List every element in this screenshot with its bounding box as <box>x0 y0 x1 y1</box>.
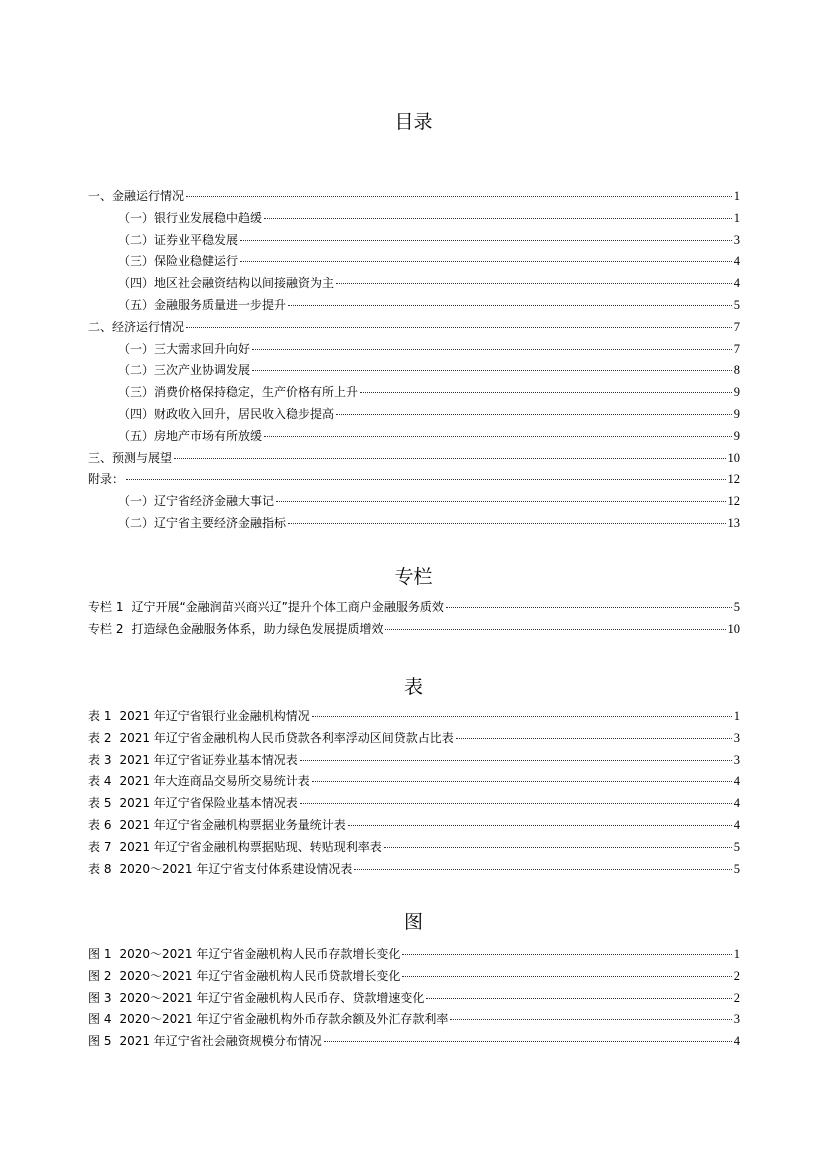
figures-entry-label: 2020～2021 年辽宁省金融机构人民币贷款增长变化 <box>119 968 401 983</box>
dot-leader <box>426 997 731 999</box>
dot-leader <box>384 846 732 848</box>
figures-entry-label: 2020～2021 年辽宁省金融机构人民币存、贷款增速变化 <box>119 990 425 1005</box>
toc-entry-label: （五）房地产市场有所放缓 <box>118 428 263 443</box>
columns-entry[interactable] <box>88 597 740 619</box>
tables-entry[interactable] <box>88 859 740 881</box>
tables-entry-number: 表 8 <box>88 861 112 876</box>
columns-entry-page-number: 10 <box>727 621 740 636</box>
tables-entry-number: 表 6 <box>88 817 112 832</box>
toc-entry[interactable] <box>88 491 740 513</box>
toc-entry[interactable] <box>88 426 740 448</box>
dot-leader <box>402 953 731 955</box>
toc-entry-label: 三、预测与展望 <box>88 450 173 465</box>
toc-entry-label: （五）金融服务质量进一步提升 <box>118 297 287 312</box>
dot-leader <box>252 369 732 371</box>
figures-entry-label: 2021 年辽宁省社会融资规模分布情况 <box>119 1034 322 1049</box>
tables-entry-label: 2021 年辽宁省证券业基本情况表 <box>119 752 298 767</box>
toc-entry-page-number: 9 <box>733 428 740 443</box>
dot-leader <box>456 737 732 739</box>
toc-title: 目录 <box>394 111 433 133</box>
figures-entry-page-number: 2 <box>733 968 740 983</box>
dot-leader <box>402 975 731 977</box>
figures-entry-label: 2020～2021 年辽宁省金融机构人民币存款增长变化 <box>119 947 401 961</box>
figures-entry-number: 图 3 <box>88 990 112 1005</box>
figures-entry-page-number: 1 <box>733 947 740 961</box>
tables-entry-label: 2021 年辽宁省金融机构票据贴现、转贴现利率表 <box>119 839 382 854</box>
toc-entry[interactable] <box>88 339 740 361</box>
tables-entry[interactable] <box>88 771 740 793</box>
tables-entry-number: 表 2 <box>88 730 112 745</box>
dot-leader <box>126 478 725 480</box>
tables-entry-label: 2021 年辽宁省银行业金融机构情况 <box>119 709 310 723</box>
tables-entry-number: 表 3 <box>88 752 112 767</box>
toc-entry[interactable] <box>88 382 740 404</box>
columns-entry-number: 专栏 2 <box>88 621 124 636</box>
toc-entry-page-number: 3 <box>733 232 740 247</box>
toc-entry-label: （四）财政收入回升，居民收入稳步提高 <box>118 406 335 421</box>
dot-leader <box>264 435 732 437</box>
figures-entry-number: 图 5 <box>88 1034 112 1049</box>
toc-entry-label: （二）辽宁省主要经济金融指标 <box>118 515 287 530</box>
dot-leader <box>450 1018 731 1020</box>
dot-leader <box>186 195 732 197</box>
dot-leader <box>348 824 732 826</box>
tables-entry[interactable] <box>88 750 740 772</box>
dot-leader <box>324 1040 732 1042</box>
tables-entry[interactable] <box>88 728 740 750</box>
tables-entry[interactable] <box>88 815 740 837</box>
tables-entry-label: 2021 年辽宁省保险业基本情况表 <box>119 796 298 811</box>
figures-entry-number: 图 1 <box>88 947 112 961</box>
figures-entry-page-number: 3 <box>733 1012 740 1027</box>
dot-leader <box>385 628 725 630</box>
toc-entry[interactable] <box>88 513 740 535</box>
tables-entry-page-number: 5 <box>733 861 740 876</box>
figures-entry-number: 图 2 <box>88 968 112 983</box>
figures-list <box>88 944 740 1053</box>
tables-entry[interactable] <box>88 706 740 728</box>
dot-leader <box>354 868 731 870</box>
dot-leader <box>446 606 732 608</box>
tables-entry-page-number: 4 <box>733 817 740 832</box>
dot-leader <box>276 500 725 502</box>
dot-leader <box>300 802 732 804</box>
toc-entry-page-number: 12 <box>727 494 740 509</box>
figures-entry-page-number: 4 <box>733 1034 740 1049</box>
tables-entry-label: 2021 年辽宁省金融机构人民币贷款各利率浮动区间贷款占比表 <box>119 730 454 745</box>
figures-entry-label: 2020～2021 年辽宁省金融机构外币存款余额及外汇存款利率 <box>119 1012 449 1027</box>
columns-entry-number: 专栏 1 <box>88 600 124 614</box>
figures-entry-number: 图 4 <box>88 1012 112 1027</box>
tables-entry-page-number: 3 <box>733 730 740 745</box>
toc-entry-label: （三）保险业稳健运行 <box>118 254 239 269</box>
toc-entry[interactable] <box>88 360 740 382</box>
toc-entry[interactable] <box>88 208 740 230</box>
toc-entry[interactable] <box>88 295 740 317</box>
tables-entry-number: 表 4 <box>88 774 112 789</box>
tables-entry[interactable] <box>88 793 740 815</box>
columns-entry-label: 辽宁开展“金融润苗兴商兴辽”提升个体工商户金融服务质效 <box>131 600 444 614</box>
toc-entry-label: （一）银行业发展稳中趋缓 <box>118 210 263 225</box>
dot-leader <box>360 391 732 393</box>
columns-entry[interactable] <box>88 619 740 641</box>
figures-entry[interactable] <box>88 944 740 966</box>
tables-entry-page-number: 4 <box>733 774 740 789</box>
tables-entry-label: 2020～2021 年辽宁省支付体系建设情况表 <box>119 861 353 876</box>
toc-entry[interactable] <box>88 469 740 491</box>
dot-leader <box>336 413 732 415</box>
tables-entry-label: 2021 年大连商品交易所交易统计表 <box>119 774 310 789</box>
figures-entry[interactable] <box>88 966 740 988</box>
dot-leader <box>300 759 732 761</box>
tables-entry-label: 2021 年辽宁省金融机构票据业务量统计表 <box>119 817 346 832</box>
dot-leader <box>240 239 732 241</box>
toc-entry[interactable] <box>88 448 740 470</box>
toc-entry-label: 二、经济运行情况 <box>88 319 185 334</box>
toc-entry[interactable] <box>88 404 740 426</box>
toc-entry-page-number: 4 <box>733 254 740 269</box>
dot-leader <box>288 304 732 306</box>
toc-entry[interactable] <box>88 230 740 252</box>
toc-entry-page-number: 1 <box>733 189 740 203</box>
tables-entry-number: 表 5 <box>88 796 112 811</box>
figures-title: 图 <box>403 911 423 933</box>
toc-entry[interactable] <box>88 317 740 339</box>
dot-leader <box>336 282 732 284</box>
toc-entry-label: 一、金融运行情况 <box>88 189 185 203</box>
toc-entry-page-number: 10 <box>727 450 740 465</box>
toc-entry[interactable] <box>88 251 740 273</box>
toc-entry-label: （二）证券业平稳发展 <box>118 232 239 247</box>
toc-entry-page-number: 4 <box>733 276 740 291</box>
tables-entry[interactable] <box>88 837 740 859</box>
toc-entry-page-number: 7 <box>733 319 740 334</box>
toc-entry-label: （二）三次产业协调发展 <box>118 363 251 378</box>
dot-leader <box>312 780 732 782</box>
columns-title: 专栏 <box>394 566 433 588</box>
toc-entry-label: （一）三大需求回升向好 <box>118 341 251 356</box>
dot-leader <box>174 457 725 459</box>
figures-entry[interactable] <box>88 988 740 1010</box>
tables-entry-page-number: 3 <box>733 752 740 767</box>
columns-list <box>88 597 740 641</box>
dot-leader <box>288 522 725 524</box>
toc-entry-page-number: 7 <box>733 341 740 356</box>
toc-entry-page-number: 1 <box>733 210 740 225</box>
tables-entry-page-number: 5 <box>733 839 740 854</box>
tables-list <box>88 706 740 880</box>
figures-entry[interactable] <box>88 1009 740 1031</box>
tables-title: 表 <box>403 676 423 698</box>
toc-list <box>88 186 740 535</box>
columns-entry-page-number: 5 <box>733 600 740 614</box>
toc-entry-page-number: 13 <box>727 515 740 530</box>
toc-entry-page-number: 9 <box>733 406 740 421</box>
toc-entry-page-number: 8 <box>733 363 740 378</box>
tables-entry-page-number: 1 <box>733 709 740 723</box>
toc-entry-page-number: 5 <box>733 297 740 312</box>
columns-entry-label: 打造绿色金融服务体系，助力绿色发展提质增效 <box>131 621 384 636</box>
toc-entry-label: 附录： <box>88 472 125 487</box>
tables-entry-number: 表 1 <box>88 709 112 723</box>
tables-entry-number: 表 7 <box>88 839 112 854</box>
figures-entry[interactable] <box>88 1031 740 1053</box>
tables-entry-page-number: 4 <box>733 796 740 811</box>
toc-entry-label: （一）辽宁省经济金融大事记 <box>118 494 275 509</box>
dot-leader <box>240 260 732 262</box>
dot-leader <box>312 715 732 717</box>
dot-leader <box>264 217 732 219</box>
toc-entry[interactable] <box>88 273 740 295</box>
dot-leader <box>252 348 732 350</box>
toc-entry[interactable] <box>88 186 740 208</box>
toc-entry-label: （四）地区社会融资结构以间接融资为主 <box>118 276 335 291</box>
toc-entry-label: （三）消费价格保持稳定，生产价格有所上升 <box>118 385 359 400</box>
figures-entry-page-number: 2 <box>733 990 740 1005</box>
dot-leader <box>186 326 732 328</box>
toc-entry-page-number: 9 <box>733 385 740 400</box>
toc-entry-page-number: 12 <box>727 472 740 487</box>
